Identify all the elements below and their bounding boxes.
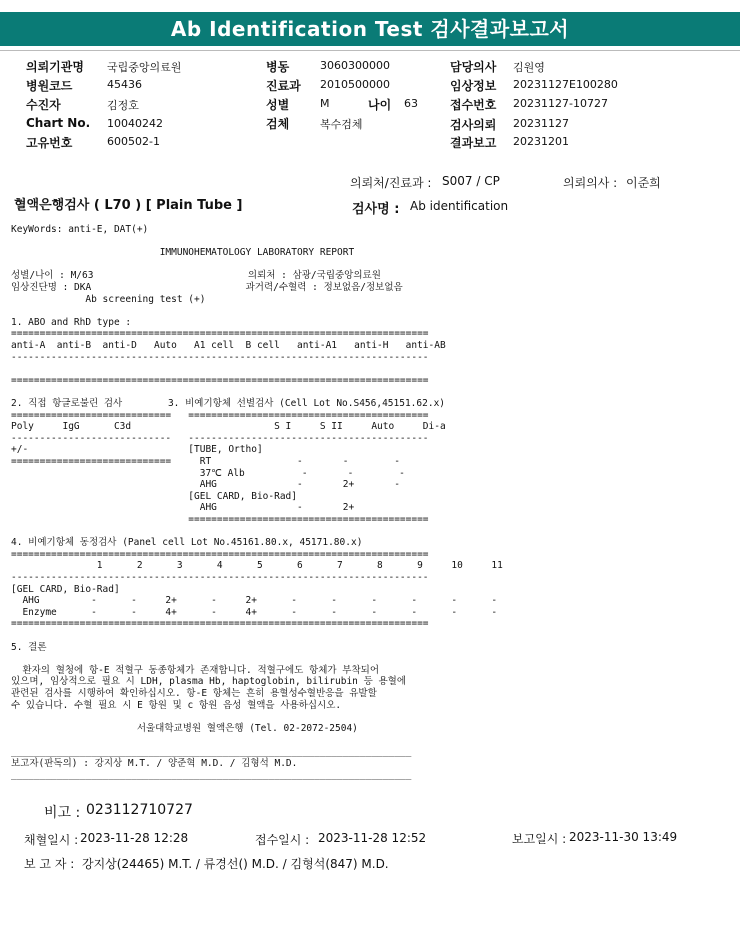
report-line: 관련된 검사를 시행하여 확인하십시오. 항-E 항체는 흔히 용혈성수혈반응을 유발할 [11, 688, 377, 699]
info-value: 3060300000 [320, 59, 390, 72]
report-line: 37℃ Alb - - - [11, 467, 405, 479]
report-line: ______________________________________________________________________ [11, 746, 412, 757]
report-line: ============================ RT - - - [11, 456, 400, 467]
report-line: 있으며, 임상적으로 필요 시 LDH, plasma Hb, haptoglobin, bilirubin 등 용혈에 [11, 676, 407, 688]
info-value: 45436 [107, 78, 142, 91]
collect-label: 채혈일시 : [24, 833, 79, 847]
report-line: 임상진단명 : DKA 과거력/수혈력 : 정보없음/정보없음 [11, 282, 403, 293]
info-label: 담당의사 [450, 60, 497, 74]
info-value: 김정호 [107, 99, 139, 112]
info-value: 20231127-10727 [513, 97, 608, 110]
report-line: ------------------------------------------------------------------------- [11, 351, 429, 363]
note-value: 023112710727 [86, 802, 193, 818]
collect-value: 2023-11-28 12:28 [80, 831, 189, 845]
info-label: 접수번호 [450, 98, 497, 112]
info-label: 병동 [266, 60, 290, 74]
age-value: 63 [404, 97, 418, 110]
reporter-value: 강지상(24465) M.T. / 류경선() M.D. / 김형석(847) M.D. [82, 857, 389, 871]
report-line: ------------------------------------------------------------------------- [11, 572, 429, 583]
report-line: ========================================================================= [11, 328, 429, 340]
info-value: 20231201 [513, 135, 569, 148]
info-label: 결과보고 [450, 136, 497, 150]
report-line: AHG - - 2+ - 2+ - - - - - - [11, 595, 498, 607]
report-line: Ab screening test (+) [11, 293, 206, 305]
info-label: 수진자 [26, 98, 61, 112]
info-label: 임상정보 [450, 79, 497, 93]
report-line: 수 있습니다. 수혈 필요 시 E 항원 및 c 항원 음성 혈액을 사용하십시오. [11, 699, 342, 711]
info-label: 검사의뢰 [450, 118, 497, 132]
info-value: 10040242 [107, 117, 163, 130]
report-line: IMMUNOHEMATOLOGY LABORATORY REPORT [11, 247, 355, 259]
title-divider [0, 50, 740, 51]
test-name-label: 검사명 : [352, 202, 400, 217]
info-value: 국립중앙의료원 [107, 61, 182, 74]
report-line: ========================================================================= [11, 374, 429, 386]
report-line: [GEL CARD, Bio-Rad] [11, 490, 297, 502]
report-line: ______________________________________________________________________ [11, 769, 412, 781]
age-label: 나이 [368, 98, 392, 112]
info-value: M [320, 97, 330, 110]
report-line: 1 2 3 4 5 6 7 8 9 10 11 [11, 560, 503, 572]
receive-label: 접수일시 : [255, 833, 310, 847]
report-line: ---------------------------- ------------------------------------------ [11, 432, 429, 444]
test-name-value: Ab identification [410, 199, 509, 213]
note-label: 비고 : [44, 805, 81, 821]
report-line: KeyWords: anti-E, DAT(+) [11, 224, 149, 235]
report-line: 성별/나이 : M/63 의뢰처 : 삼광/국립중앙의료원 [11, 270, 381, 282]
info-value: 복수검체 [320, 118, 363, 131]
report-line: +/- [TUBE, Ortho] [11, 444, 263, 456]
report-line: 1. ABO and RhD type : [11, 316, 132, 328]
report-line: anti-A anti-B anti-D Auto A1 cell B cell anti-A1 anti-H anti-AB [11, 340, 446, 351]
info-value: 20231127 [513, 117, 569, 130]
report-line: [GEL CARD, Bio-Rad] [11, 583, 120, 595]
info-label: 병원코드 [26, 79, 73, 93]
info-value: 김원영 [513, 61, 545, 74]
report-time-label: 보고일시 : [512, 832, 567, 846]
report-line: ========================================== [11, 514, 429, 525]
info-label: 성별 [266, 98, 290, 112]
report-line: 5. 결론 [11, 641, 47, 653]
report-line: 2. 직접 항글로불린 검사 3. 비예기항체 선별검사 (Cell Lot No.S456,45151.62.x) [11, 398, 446, 409]
report-line: 환자의 혈청에 항-E 적혈구 동종항체가 존재합니다. 적혈구에도 항체가 부착되어 [11, 664, 380, 676]
reporter-label: 보 고 자 : [24, 857, 75, 871]
report-line: Poly IgG C3d S I S II Auto Di-a [11, 421, 446, 433]
dept-label: 의뢰처/진료과 : [350, 176, 432, 190]
report-line: 서울대학교병원 혈액은행 (Tel. 02-2072-2504) [11, 722, 358, 734]
test-title: 혈액은행검사 ( L70 ) [ Plain Tube ] [14, 198, 243, 213]
doctor-label: 의뢰의사 : [563, 176, 618, 190]
info-label: 검체 [266, 117, 290, 131]
report-time-value: 2023-11-30 13:49 [569, 830, 678, 844]
report-title: Ab Identification Test 검사결과보고서 [0, 12, 740, 46]
report-line: AHG - 2+ [11, 502, 355, 514]
info-label: 고유번호 [26, 136, 73, 150]
report-line: Enzyme - - 4+ - 4+ - - - - - - [11, 606, 498, 618]
info-value: 600502-1 [107, 135, 160, 148]
receive-value: 2023-11-28 12:52 [318, 831, 427, 845]
report-line: 보고자(판독의) : 강지상 M.T. / 양준혁 M.D. / 김형석 M.D. [11, 757, 298, 769]
report-line: 4. 비예기항체 동정검사 (Panel cell Lot No.45161.80.x, 45171.80.x) [11, 537, 363, 549]
report-line: ========================================================================= [11, 618, 429, 630]
report-line: AHG - 2+ - [11, 479, 400, 491]
report-line: ========================================================================= [11, 548, 429, 560]
info-label: Chart No. [26, 116, 91, 130]
doctor-value: 이준희 [626, 176, 661, 190]
info-label: 진료과 [266, 79, 301, 93]
info-value: 2010500000 [320, 78, 390, 91]
dept-value: S007 / CP [442, 174, 500, 188]
info-label: 의뢰기관명 [26, 60, 84, 74]
report-line: ============================ ========================================== [11, 409, 429, 421]
info-value: 20231127E100280 [513, 78, 618, 91]
